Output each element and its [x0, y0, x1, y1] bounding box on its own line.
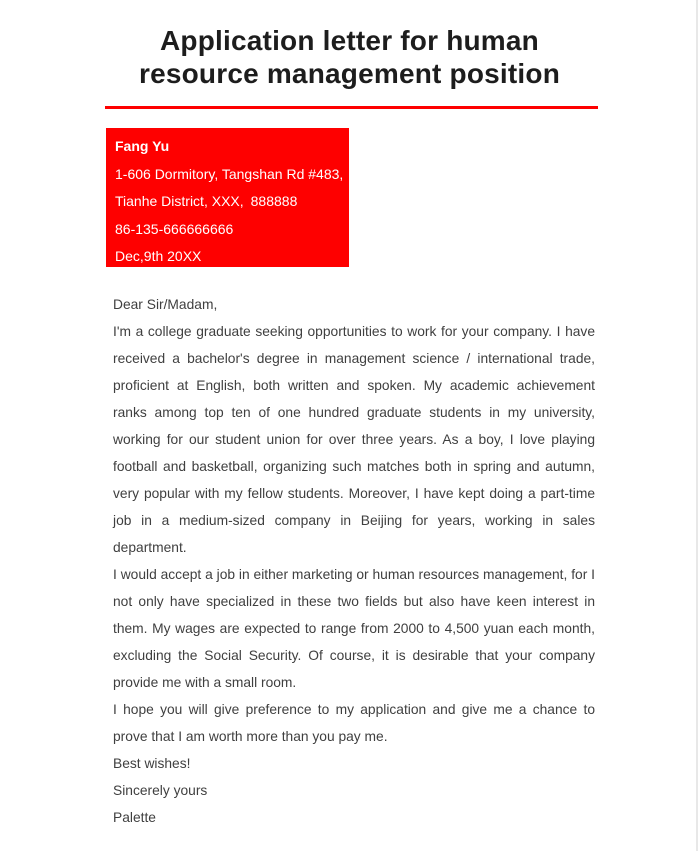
sender-date: Dec,9th 20XX [115, 248, 202, 264]
sender-address-line-1: 1-606 Dormitory, Tangshan Rd #483, [115, 165, 344, 182]
sender-phone: 86-135-666666666 [115, 220, 234, 237]
sender-name: Fang Yu [115, 138, 170, 154]
body-line: Sincerely yours [113, 783, 208, 798]
body-line: ranks among top ten of one hundred graduate students in my university, [113, 405, 595, 420]
body-line: I would accept a job in either marketing or human resources management, for I [113, 567, 595, 582]
page-title-line-1: Application letter for human [160, 25, 539, 56]
body-line: not only have specialized in these two fields but also have keen interest in [113, 594, 595, 609]
body-line: received a bachelor's degree in management science / international trade, [113, 351, 595, 366]
body-line: job in a medium-sized company in Beijing for years, working in sales [113, 513, 595, 528]
body-line: working for our student union for over three years. As a boy, I love playing [113, 432, 595, 447]
body-line: prove that I am worth more than you pay me. [113, 729, 388, 744]
body-line: Best wishes! [113, 756, 191, 771]
body-line: department. [113, 540, 187, 555]
body-line: Dear Sir/Madam, [113, 297, 218, 312]
body-line: proficient at English, both written and spoken. My academic achievement [113, 378, 595, 393]
sender-card [106, 128, 349, 267]
body-line: provide me with a small room. [113, 675, 297, 690]
letter-body [113, 291, 595, 831]
body-line: excluding the Social Security. Of course, it is desirable that your company [113, 648, 595, 663]
body-line: I hope you will give preference to my application and give me a chance to [113, 702, 595, 717]
page-title-line-2: resource management position [138, 58, 561, 89]
body-line: them. My wages are expected to range from 2000 to 4,500 yuan each month, [113, 621, 595, 636]
page-title [0, 24, 699, 90]
red-divider [105, 106, 598, 109]
body-line: very popular with my fellow students. Moreover, I have kept doing a part-time [113, 486, 595, 501]
body-line: Palette [113, 810, 156, 825]
body-line: I'm a college graduate seeking opportunities to work for your company. I have [113, 324, 595, 339]
sender-address-line-2: Tianhe District, XXX, 888888 [115, 193, 298, 209]
body-line: football and basketball, organizing such matches both in spring and autumn, [113, 459, 595, 474]
page-right-edge [696, 0, 698, 851]
